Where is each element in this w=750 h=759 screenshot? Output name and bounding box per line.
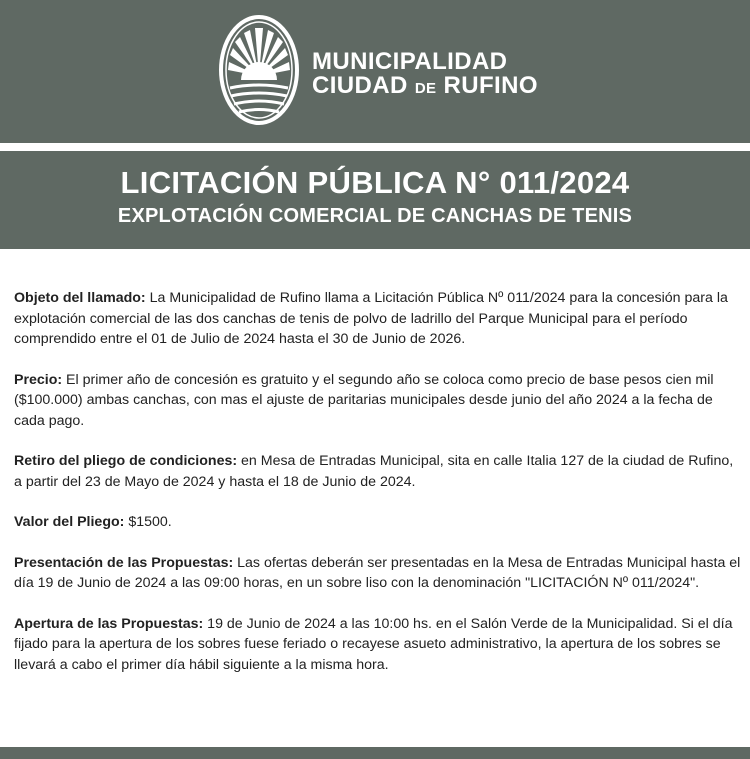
section-objeto bbox=[14, 288, 742, 350]
section-label: Retiro del pliego de condiciones: bbox=[14, 453, 238, 469]
section-label: Valor del Pliego: bbox=[14, 514, 125, 530]
title-banner bbox=[0, 151, 750, 249]
brand-line2 bbox=[312, 74, 538, 101]
page-subtitle: EXPLOTACIÓN COMERCIAL DE CANCHAS DE TENIS bbox=[117, 205, 633, 227]
brand-line1: MUNICIPALIDAD bbox=[312, 48, 508, 75]
section-valor bbox=[14, 512, 742, 533]
page-title: LICITACIÓN PÚBLICA N° 011/2024 bbox=[120, 165, 630, 200]
section-text: Las ofertas deberán ser presentadas en la Mesa de Entradas Municipal hasta el día 19 de Junio de 2024 a las 09:00 horas, en un sobre liso con la denominación "LICITACIÓN Nº 011/2024". bbox=[14, 554, 741, 591]
brand-town: RUFINO bbox=[443, 72, 538, 99]
brand-de: DE bbox=[414, 80, 437, 97]
header-divider bbox=[0, 143, 750, 151]
section-precio bbox=[14, 370, 742, 432]
section-text: en Mesa de Entradas Municipal, sita en calle Italia 127 de la ciudad de Rufino, a partir del 23 de Mayo de 2024 y hasta el 18 de Junio de 2024. bbox=[14, 453, 734, 490]
section-text: $1500. bbox=[124, 514, 172, 530]
section-label: Objeto del llamado: bbox=[14, 290, 146, 306]
notice-body bbox=[14, 288, 742, 695]
brand-city: CIUDAD bbox=[312, 72, 408, 99]
section-retiro bbox=[14, 451, 742, 492]
section-text: El primer año de concesión es gratuito y el segundo año se coloca como precio de base pesos cien mil ($100.000) ambas canchas, con mas el ajuste de paritarias municipales desde junio del año 2024 a la fecha de cada pago. bbox=[14, 371, 714, 429]
section-label: Apertura de las Propuestas: bbox=[14, 615, 204, 632]
section-presentacion bbox=[14, 553, 742, 594]
sun-field-seal-icon bbox=[218, 14, 300, 126]
section-text: 19 de Junio de 2024 a las 10:00 hs. en el Salón Verde de la Municipalidad. Si el día fijado para la apertura de los sobres fuese feriado o recayese asueto administrativo, la apertura de los sobres se llevará a cabo el primer día hábil siguiente a la misma hora. bbox=[14, 615, 733, 673]
section-label: Precio: bbox=[14, 371, 63, 388]
brand-name bbox=[312, 50, 538, 101]
section-label: Presentación de las Propuestas: bbox=[14, 554, 234, 571]
section-text: La Municipalidad de Rufino llama a Licitación Pública Nº 011/2024 para la concesión para la explotación comercial de las dos canchas de tenis de polvo de ladrillo del Parque Municipal para el período comprendido entre el 01 de Julio de 2024 hasta el 30 de Junio de 2026. bbox=[14, 290, 728, 347]
footer-band bbox=[0, 747, 750, 759]
section-apertura bbox=[14, 614, 742, 676]
header-band bbox=[0, 0, 750, 143]
